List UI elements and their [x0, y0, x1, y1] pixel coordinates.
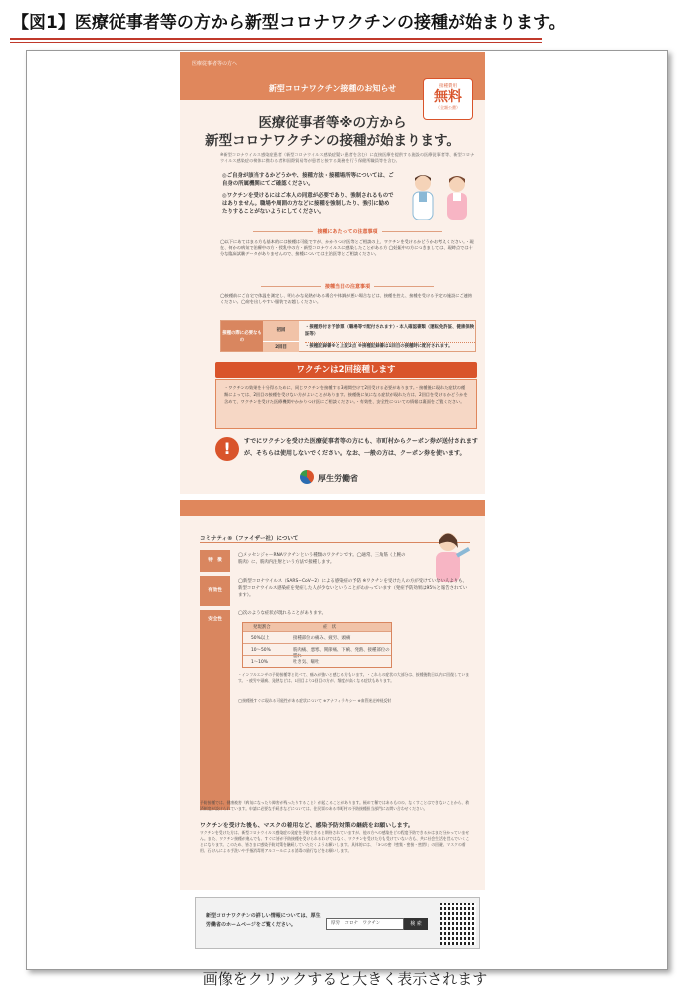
heading-rule: [10, 38, 542, 40]
ministry-logo: [300, 468, 390, 490]
table-row: [243, 643, 391, 659]
key-point: ◎ワクチンを受けるにはご本人の同意が必要であり、強制されるものではありません。職場や周囲の方などに接種を強制したり、強引に勧めたりすることがないようにしてください。: [222, 193, 394, 215]
vaccine-title: コミナティ®（ファイザー社）について: [200, 536, 299, 542]
healthcare-workers-illustration: [405, 170, 477, 220]
leaflet-back-band: [180, 500, 485, 516]
symptom-cell: 接種部位の痛み、疲労、頭痛: [293, 636, 351, 641]
title-line1: 医療従事者等※の方から: [258, 115, 407, 131]
features-text: ◯メッセンジャーRNAワクチンという種類のワクチンです。◯通常、三角筋（上腕の筋肉）に、筋肉内注射という方法で接種します。: [238, 553, 406, 565]
features-label: 特 徴: [200, 550, 230, 572]
ministry-name: 厚生労働省: [318, 474, 358, 483]
title-line2: 新型コロナワクチンの接種が始まります。: [205, 133, 460, 149]
col-symptom-header: 症 状: [323, 625, 337, 630]
second-dose-items: ・接種記録書※と上記2点 ※接種記録書は1回目の接種時に配付されます。: [305, 342, 475, 351]
coupon-warning: すでにワクチンを受けた医療従事者等の方にも、市町村からクーポン券が送付されますが、そちらは使用しないでください。なお、一般の方は、クーポン券を使います。: [244, 438, 478, 457]
items-to-bring-table: [220, 320, 476, 352]
search-keywords: 厚労 コロナ ワクチン: [326, 918, 404, 930]
leaflet-back[interactable]: [180, 500, 485, 890]
side-effect-notes: ・インフルエンザの予防接種等と比べて、痛みが強いと感じる方もいます。・これらの症状の大部分は、接種後数日以内に回復しています。・疲労や頭痛、発熱などは、1回目より2回目の方が、頻度が高くなる症状もあります。: [238, 672, 470, 683]
side-effects-table: [242, 622, 392, 668]
symptom-cell: 筋肉痛、悪寒、関節痛、下痢、発熱、接種部位の腫れ: [293, 648, 390, 659]
safety-label: 安全性: [200, 610, 230, 810]
leaflet-title: [180, 114, 485, 150]
efficacy-text: ◯新型コロナウイルス（SARS−CoV−2）による感染症の予防 ※ワクチンを受けた人の方が受けていない人よりも、新型コロナウイルス感染症を発症した人が少ないということがわかっています（発症予防効果は95％と報告されています）。: [238, 579, 468, 598]
safety-text: ◯次のような症状が現れることがあります。: [238, 611, 326, 616]
ministry-emblem-icon: [300, 470, 314, 484]
search-button: 検 索: [404, 918, 428, 930]
table-row: [243, 655, 391, 667]
badge-line2: 無料: [434, 89, 462, 105]
two-doses-banner: ワクチンは2回接種します: [215, 362, 477, 378]
section-text: ◯接種前にご自宅で体温を測定し、明らかな発熱がある場合や体調が悪い場合などは、接種を控え、接種を受ける予定の施設にご連絡ください。◯肩を出しやすい服装でお越しください。: [220, 293, 473, 304]
vaccination-illustration: [418, 528, 476, 584]
exclamation-icon: !: [215, 437, 239, 461]
target-audience: 医療従事者等の方へ: [192, 61, 238, 67]
mask-heading: ワクチンを受けた後も、マスクの着用など、感染予防対策の継続をお願いします。: [200, 823, 414, 829]
table-row: [243, 631, 391, 643]
title-footnote: ※新型コロナウイルス感染症患者（新型コロナウイルス感染症疑い患者を含む）に直接医療を提供する施設の医療従事者等、新型コロナウイルス感染症の検体に携わる者和国際貿易等が患者と接する業務を行う保健所職員等を含む。: [220, 152, 475, 163]
section-text: ◯以下にあてはまる方も基本的には接種は可能ですが、かかりつけ医等とご相談の上、ワクチンを受けるかどうかお考えください。・現在、何かの病気で治療中の方・授乳中の方・新型コロナウイルスに感染したことがある方 ◯妊娠中の方につきましては、現時点では十分な臨床試験データがありませんので、接種については主治医等とご相談ください。: [220, 239, 474, 256]
info-strip: [195, 897, 480, 949]
second-dose-label: 2回目: [263, 341, 299, 352]
rate-cell: 50%以上: [251, 636, 270, 641]
page-title: 【図1】医療従事者等の方から新型コロナワクチンの接種が始まります。: [12, 13, 566, 33]
mask-text: ワクチンを受けた方は、新型コロナウイルス感染症の発症を予防できると期待されていますが、他の方への感染をどの程度予防できるかはまだ分かっていません。また、ワクチン接種が進んでも、すぐに皆が予防接種を受けられるわけではなく、ワクチンを受けた方も受けていない方も、共に社会生活を営んでいくことになります。このため、皆さまに感染予防対策を継続していただくようお願いします。具体的には、「3つの密（密集・密接・密閉）」の回避、マスクの着用、石けんによる手洗いや手指消毒用アルコールによる消毒の励行などをお願いします。: [200, 830, 470, 853]
first-dose-items: ・接種券付き予診票（職場等で配付されます）・本人確認書類（運転免許証、健康保険証等）: [305, 325, 475, 337]
rate-cell: 10〜50%: [251, 648, 271, 653]
first-dose-label: 初回: [263, 321, 299, 341]
badge-line1: 接種費用: [439, 84, 457, 89]
section-heading: 接種当日の注意事項: [220, 283, 475, 290]
section-heading: 接種にあたっての注意事項: [220, 228, 475, 235]
badge-line3: （全額公費）: [436, 105, 460, 110]
website-info: 新型コロナワクチンの詳しい情報については、厚生労働省のホームページをご覧ください。: [206, 913, 321, 928]
heading-rule-thin: [10, 42, 542, 43]
col-rate-header: 発現割合: [253, 625, 271, 630]
image-caption: 画像をクリックすると大きく表示されます: [202, 970, 488, 988]
items-label: 接種の際に必要なもの: [221, 321, 263, 351]
qr-code-icon: [440, 903, 476, 945]
immediate-symptoms: ◯接種後すぐに現れる可能性がある症状について ※アナフィラキシー ※血管迷走神経反射: [238, 698, 392, 703]
rate-cell: 1〜10%: [251, 660, 268, 665]
table-header: [243, 623, 391, 631]
symptom-cell: 吐き気、嘔吐: [293, 660, 320, 665]
key-point: ◎ご自身が該当するかどうかや、接種方法・接種場所等については、ご自身の所属機関にてご確認ください。: [222, 173, 394, 187]
notice-title: 新型コロナワクチン接種のお知らせ: [268, 84, 397, 93]
relief-system-note: 予防接種では、健康被害（病気になったり障害が残ったりすること）が起こることがあります。極めて稀ではあるものの、なくすことはできないことから、救済制度が設けられています。申請に必要な手続きなどについては、住民票のある市町村の予防接種担当部門にお問い合わせください。: [200, 800, 470, 811]
efficacy-label: 有効性: [200, 576, 230, 606]
key-points: [222, 172, 394, 220]
leaflet-front[interactable]: [180, 52, 485, 494]
two-doses-text: ・ワクチンの効果を十分得るために、同じワクチンを接種する3週間空けて2回受ける必要があります。・接種後に現れた症状の種類によっては、2回目の接種を受けない方がよいことがあります。接種後に気になる症状が現れた方は、2回目を受けるかどうかを含めて、ワクチンを受けた医療機関やかかりつけ医にご相談ください。・有効性、安全性についての情報は裏面をご覧ください。: [215, 379, 477, 429]
